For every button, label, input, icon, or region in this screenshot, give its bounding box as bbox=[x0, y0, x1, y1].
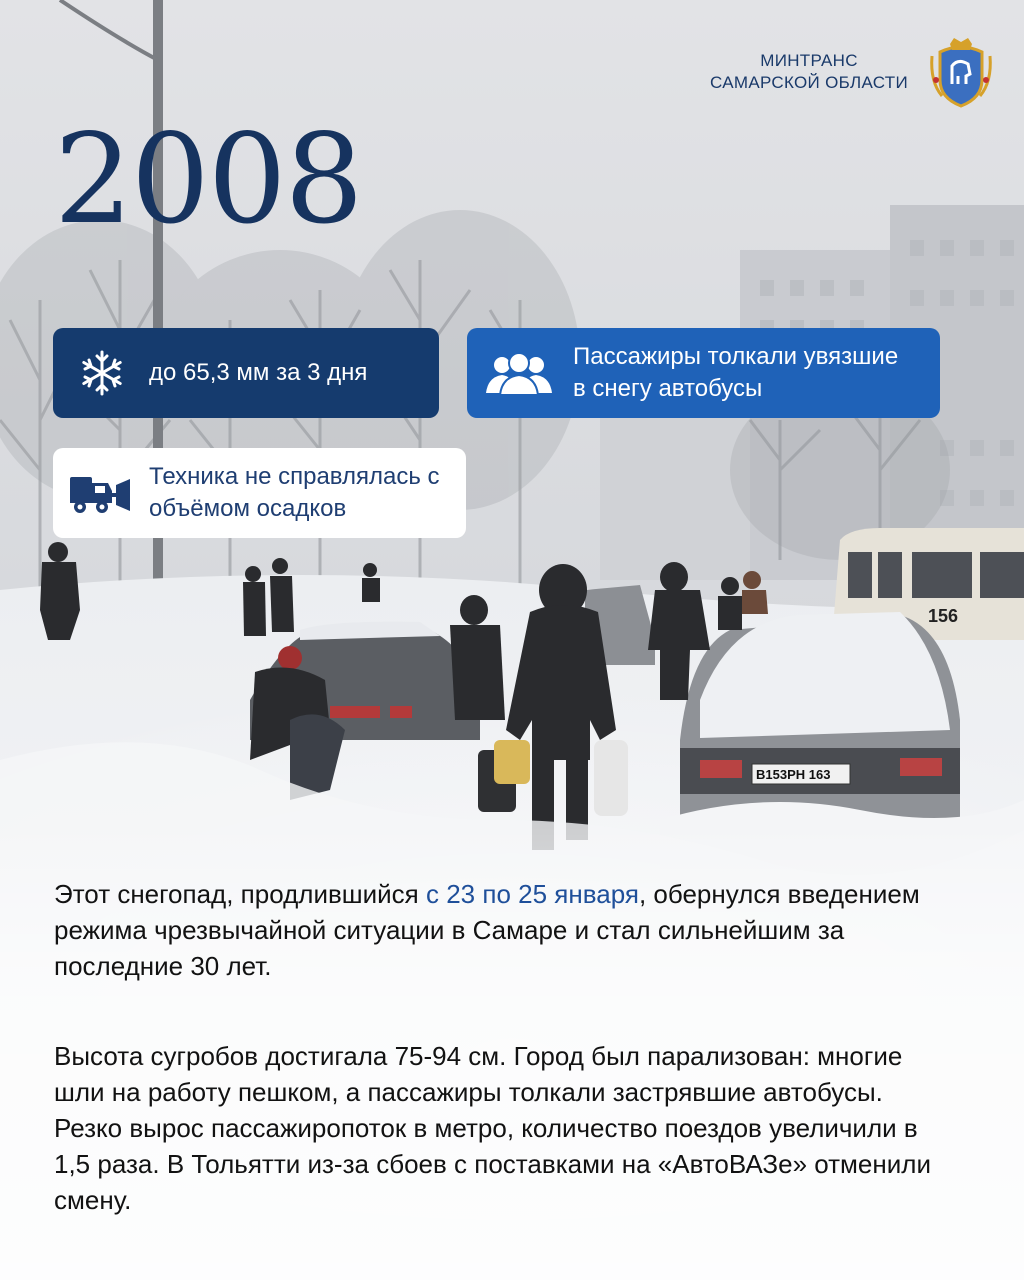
bus-number: 156 bbox=[928, 606, 959, 626]
info-card-passengers-text bbox=[573, 341, 898, 405]
org-name-line2: САМАРСКОЙ ОБЛАСТИ bbox=[710, 73, 908, 92]
header bbox=[710, 36, 994, 108]
org-name bbox=[710, 50, 908, 94]
paragraph-intro-end: , обернулся введением режима чрезвычайной ситуации в Самаре и стал сильнейшим за последние 30 лет. bbox=[54, 879, 920, 981]
date-range-highlight: с 23 по 25 января bbox=[426, 879, 639, 909]
info-card-equipment-line1: Техника не справлялась с bbox=[149, 463, 440, 490]
info-card-passengers bbox=[467, 328, 940, 418]
info-card-equipment bbox=[53, 448, 466, 538]
paragraph-intro-start: Этот снегопад, продлившийся bbox=[54, 879, 426, 909]
info-card-precipitation bbox=[53, 328, 439, 418]
people-group-icon bbox=[483, 348, 555, 398]
year-title: 2008 bbox=[54, 108, 362, 252]
info-card-equipment-text bbox=[149, 461, 440, 525]
info-card-equipment-line2: объёмом осадков bbox=[149, 495, 347, 522]
info-card-passengers-line2: в снегу автобусы bbox=[573, 375, 763, 402]
snowplow-truck-icon bbox=[67, 468, 133, 518]
paragraph-intro bbox=[54, 876, 954, 984]
org-name-line1: МИНТРАНС bbox=[760, 51, 858, 70]
info-card-passengers-line1: Пассажиры толкали увязшие bbox=[573, 343, 899, 370]
coat-of-arms-icon bbox=[928, 36, 994, 108]
info-card-precipitation-text: до 65,3 мм за 3 дня bbox=[149, 359, 368, 386]
license-plate: В153РН 163 bbox=[756, 767, 831, 782]
snowflake-icon bbox=[77, 348, 127, 398]
paragraph-details: Высота сугробов достигала 75-94 см. Город был парализован: многие шли на работу пешком, а пассажиры толкали застрявшие автобусы. Резко вырос пассажиропоток в метро, количество поездов увеличили в 1,5 раза. В Тольятти из-за сбоев с поставками на «АвтоВАЗе» отменили смену. bbox=[54, 1041, 931, 1215]
